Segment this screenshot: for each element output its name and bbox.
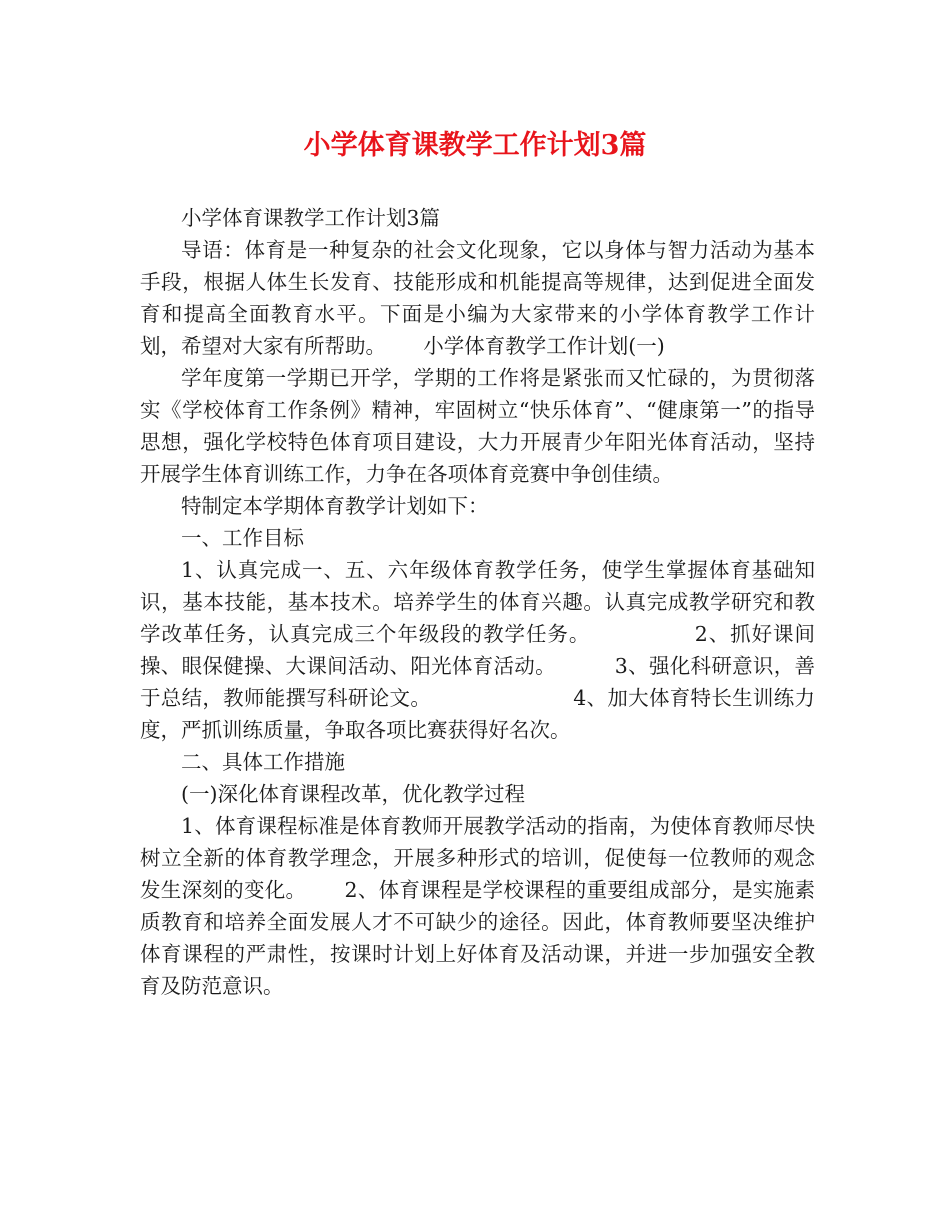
paragraph-intro: 导语：体育是一种复杂的社会文化现象，它以身体与智力活动为基本手段，根据人体生长发育、技能形成和机能提高等规律，达到促进全面发育和提高全面教育水平。下面是小编为大家带来的小学体育教学工作计划，希望对大家有所帮助。 小学体育教学工作计划(一) <box>140 238 815 358</box>
subsection-heading-reform: (一)深化体育课程改革，优化教学过程 <box>181 782 525 806</box>
paragraph-goals: 1、认真完成一、五、六年级体育教学任务，使学生掌握体育基础知识，基本技能，基本技术。培养学生的体育兴趣。认真完成教学研究和教学改革任务，认真完成三个年级段的教学任务。 2、抓好课间操、眼保健操、大课间活动、阳光体育活动。 3、强化科研意识，善于总结，教师能撰写科研论文。 4、加大体育特长生训练力度，严抓训练质量，争取各项比赛获得好名次。 <box>140 558 815 742</box>
document-title: 小学体育课教学工作计划3篇 <box>303 130 647 161</box>
paragraph-subtitle: 小学体育课教学工作计划3篇 <box>181 206 441 230</box>
section-heading-measures: 二、具体工作措施 <box>181 750 345 774</box>
section-heading-goals: 一、工作目标 <box>181 526 304 550</box>
paragraph-semester: 学年度第一学期已开学，学期的工作将是紧张而又忙碌的，为贯彻落实《学校体育工作条例》精神，牢固树立“快乐体育”、“健康第一”的指导思想，强化学校特色体育项目建设，大力开展青少年阳光体育活动，坚持开展学生体育训练工作，力争在各项体育竞赛中争创佳绩。 <box>140 366 815 486</box>
paragraph-reform: 1、体育课程标准是体育教师开展教学活动的指南，为使体育教师尽快树立全新的体育教学理念，开展多种形式的培训，促使每一位教师的观念发生深刻的变化。 2、体育课程是学校课程的重要组成部分，是实施素质教育和培养全面发展人才不可缺少的途径。因此，体育教师要坚决维护体育课程的严肃性，按课时计划上好体育及活动课，并进一步加强安全教育及防范意识。 <box>140 814 815 998</box>
document-body <box>140 202 815 1002</box>
paragraph-plan-lead: 特制定本学期体育教学计划如下： <box>181 494 489 518</box>
